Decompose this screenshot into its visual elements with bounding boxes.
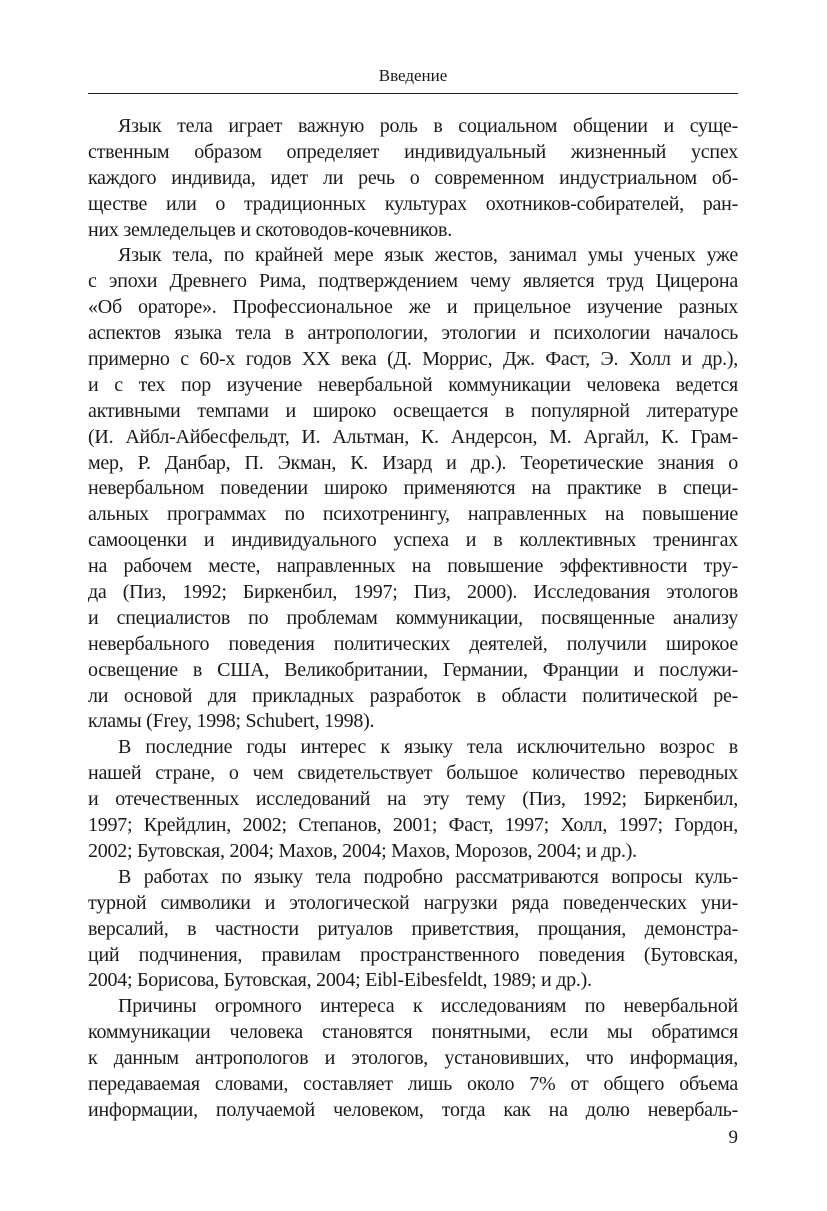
header-rule: [88, 93, 738, 94]
text-line: ли основой для прикладных разработок в области политической ре-: [88, 684, 738, 707]
text-line: активными темпами и широко освещается в популярной литературе: [88, 399, 738, 422]
text-line: В работах по языку тела подробно рассматриваются вопросы куль-: [118, 865, 738, 888]
text-line: кламы (Frey, 1998; Schubert, 1998).: [88, 710, 375, 733]
text-line: невербального поведения политических деятелей, получили широкое: [88, 632, 738, 655]
paragraph: [88, 114, 738, 243]
text-line: турной символики и этологической нагрузки ряда поведенческих уни-: [88, 891, 738, 914]
text-line: 2002; Бутовская, 2004; Махов, 2004; Махов, Морозов, 2004; и др.).: [88, 839, 637, 862]
paragraph: [88, 243, 738, 735]
text-line: передаваемая словами, составляет лишь около 7% от общего объема: [88, 1072, 738, 1095]
text-line: (И. Айбл-Айбесфельдт, И. Альтман, К. Андерсон, М. Аргайл, К. Грам-: [88, 425, 738, 448]
text-line: и специалистов по проблемам коммуникации, посвященные анализу: [88, 606, 738, 629]
text-line: ществе или о традиционных культурах охотников-собирателей, ран-: [88, 192, 738, 215]
text-line: Язык тела, по крайней мере язык жестов, занимал умы ученых уже: [118, 244, 738, 267]
text-line: ций подчинения, правилам пространственного поведения (Бутовская,: [88, 943, 738, 966]
text-line: и отечественных исследований на эту тему (Пиз, 1992; Биркенбил,: [88, 788, 738, 811]
text-line: 2004; Борисова, Бутовская, 2004; Eibl-Eibesfeldt, 1989; и др.).: [88, 969, 592, 992]
text-line: информации, получаемой человеком, тогда как на долю невербаль-: [88, 1098, 738, 1121]
text-line: освещение в США, Великобритании, Германии, Франции и послужи-: [88, 658, 738, 681]
text-line: каждого индивида, идет ли речь о современном индустриальном об-: [88, 166, 738, 189]
text-line: «Об ораторе». Профессиональное же и прицельное изучение разных: [88, 296, 738, 319]
text-line: к данным антропологов и этологов, установивших, что информация,: [88, 1047, 738, 1070]
text-line: на рабочем месте, направленных на повышение эффективности тру-: [88, 555, 738, 578]
text-line: с эпохи Древнего Рима, подтверждением чему является труд Цицерона: [88, 270, 738, 293]
text-line: 1997; Крейдлин, 2002; Степанов, 2001; Фаст, 1997; Холл, 1997; Гордон,: [88, 814, 738, 837]
text-line: коммуникации человека становятся понятными, если мы обратимся: [88, 1021, 738, 1044]
text-line: В последние годы интерес к языку тела исключительно возрос в: [118, 736, 738, 759]
text-line: самооценки и индивидуального успеха и в коллективных тренингах: [88, 529, 738, 552]
text-line: да (Пиз, 1992; Биркенбил, 1997; Пиз, 2000). Исследования этологов: [88, 581, 738, 604]
text-line: невербальном поведении широко применяются на практике в специ-: [88, 477, 738, 500]
text-line: нашей стране, о чем свидетельствует большое количество переводных: [88, 762, 738, 785]
text-line: мер, Р. Данбар, П. Экман, К. Изард и др.). Теоретические знания о: [88, 451, 738, 474]
text-line: Причины огромного интереса к исследованиям по невербальной: [118, 995, 738, 1018]
body-text: [88, 114, 738, 1124]
paragraph: [88, 994, 738, 1123]
text-line: и с тех пор изучение невербальной коммуникации человека ведется: [88, 373, 738, 396]
text-line: альных программах по психотренингу, направленных на повышение: [88, 503, 738, 526]
text-line: Язык тела играет важную роль в социальном общении и суще-: [118, 115, 738, 137]
text-line: ственным образом определяет индивидуальный жизненный успех: [88, 140, 738, 163]
page-number: 9: [728, 1127, 738, 1148]
text-line: аспектов языка тела в антропологии, этологии и психологии началось: [88, 322, 738, 345]
running-header: Введение: [378, 66, 448, 85]
paragraph: [88, 865, 738, 994]
text-line: примерно с 60-х годов XX века (Д. Моррис, Дж. Фаст, Э. Холл и др.),: [88, 348, 738, 371]
text-line: версалий, в частности ритуалов приветствия, прощания, демонстра-: [88, 917, 738, 940]
text-line: них земледельцев и скотоводов-кочевников.: [88, 218, 452, 241]
paragraph: [88, 735, 738, 864]
